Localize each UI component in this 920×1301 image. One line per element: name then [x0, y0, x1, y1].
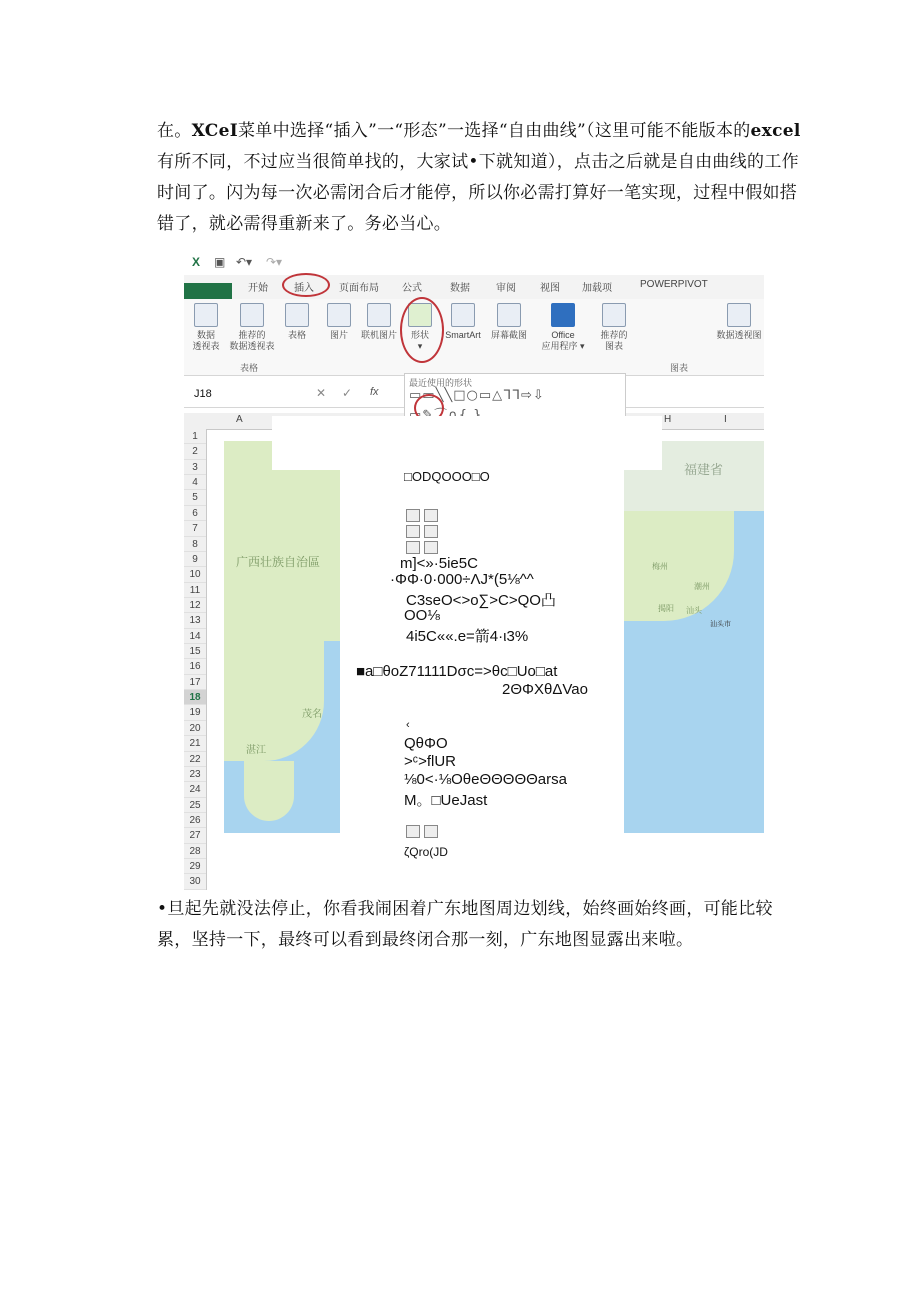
online-picture-button[interactable] [356, 303, 402, 341]
row-headers [184, 429, 207, 890]
recommended-pivot-icon [240, 303, 264, 327]
row-header[interactable]: 28 [184, 844, 206, 859]
row-header[interactable]: 18 [184, 690, 206, 705]
garbled-text-line: OO⅛ [404, 607, 440, 624]
tab-insert[interactable]: 插入 [294, 283, 314, 294]
picture-icon [327, 303, 351, 327]
button-label: 数据透视表 [229, 341, 275, 351]
land-guangdong-east [624, 511, 734, 621]
function-icon[interactable]: fx [370, 386, 379, 398]
land-peninsula [244, 761, 294, 821]
row-header[interactable]: 2 [184, 444, 206, 459]
office-apps-button[interactable] [536, 303, 590, 352]
row-header[interactable]: 20 [184, 721, 206, 736]
blank-overlay [272, 416, 662, 470]
garbled-text-line: ·ΦΦ·0·000÷ΛJ*(5⅛^^ [390, 571, 534, 588]
button-label: 形状 [410, 330, 429, 340]
button-label: 数据 [196, 330, 215, 340]
confirm-icon[interactable]: ✓ [342, 386, 353, 400]
row-header[interactable]: 10 [184, 567, 206, 582]
row-header[interactable]: 24 [184, 782, 206, 797]
row-header[interactable]: 12 [184, 598, 206, 613]
gallery-header: 最近使用的形状 [409, 378, 473, 388]
excel-screenshot [184, 253, 764, 890]
garbled-text-line: M。□UeJast [404, 792, 488, 809]
shape-icon[interactable] [406, 525, 420, 538]
shape-icon[interactable] [406, 509, 420, 522]
button-label: 表格 [287, 330, 306, 340]
map-label-maoming: 茂名 [302, 709, 322, 720]
map-label-chaozhou: 潮州 [694, 582, 710, 591]
row-header[interactable]: 22 [184, 752, 206, 767]
tab-home[interactable]: 开始 [248, 283, 268, 294]
file-tab[interactable] [184, 283, 232, 299]
land-southwest [224, 641, 324, 761]
row-header[interactable]: 21 [184, 736, 206, 751]
tab-review[interactable]: 审阅 [496, 283, 516, 294]
button-label: 图片 [329, 330, 348, 340]
button-label: 推荐的 [238, 330, 266, 340]
button-label: ▾ [417, 341, 423, 351]
row-header[interactable]: 3 [184, 460, 206, 475]
text-fragment: 在。 [157, 121, 192, 141]
row-header[interactable]: 6 [184, 506, 206, 521]
row-header[interactable]: 26 [184, 813, 206, 828]
row-header[interactable]: 11 [184, 583, 206, 598]
button-label: SmartArt [445, 330, 481, 340]
tab-page-layout[interactable]: 页面布局 [339, 283, 379, 294]
recent-shapes-row[interactable]: ▭▭╲╲□○▭△ᒣᒣ⇨⇩ [409, 388, 545, 403]
row-header[interactable]: 1 [184, 429, 206, 444]
garbled-text-line: 2ΘΦXθΔVao [502, 681, 588, 698]
quick-access-toolbar [184, 253, 764, 275]
map-label-jieyang: 揭阳 [658, 604, 674, 613]
pivot-table-button[interactable] [188, 303, 224, 352]
ribbon-tabs [184, 275, 764, 300]
shape-icon[interactable] [424, 509, 438, 522]
row-header[interactable]: 9 [184, 552, 206, 567]
tab-view[interactable]: 视图 [540, 283, 560, 294]
text-fragment: 菜单中选择“插入”一“形态”一选择“自由曲线”（这里可能不能版本的 [238, 121, 751, 141]
row-header[interactable]: 29 [184, 859, 206, 874]
callout-shape-icon[interactable] [406, 825, 420, 838]
map-label-fujian: 福建省 [684, 463, 724, 478]
garbled-text-line: □ODQOOO□O [404, 469, 490, 484]
group-label-charts: 图表 [670, 363, 689, 373]
row-header[interactable]: 17 [184, 675, 206, 690]
text-fragment: 有所不同，不过应当很简单找的，大家试•下就知道），点击之后就是自由曲线的工作时间了。闪为每一次必需闭合后才能停，所以你必需打算好一笔实现，过程中假如搭错了，就必需得重新来了。务必当心。 [157, 152, 799, 234]
table-button[interactable] [280, 303, 314, 341]
office-icon [551, 303, 575, 327]
garbled-text-line: ■a□θoZ71111Dσc=>θc□Uo□at [356, 663, 558, 680]
cancel-icon[interactable]: ✕ [316, 386, 327, 400]
recommended-pivot-button[interactable] [224, 303, 280, 352]
camera-icon [497, 303, 521, 327]
map-label-zhanjiang: 湛江 [246, 745, 266, 756]
redo-icon: ↷▾ [266, 255, 283, 269]
garbled-text-line: C3seO<>o∑>C>QO凸 [406, 592, 556, 609]
button-label: 联机图片 [360, 330, 397, 340]
row-header[interactable]: 19 [184, 705, 206, 720]
row-header[interactable]: 8 [184, 537, 206, 552]
row-header[interactable]: 5 [184, 490, 206, 505]
row-header[interactable]: 27 [184, 828, 206, 843]
text-bold-xcel: XCeI [191, 121, 238, 141]
highlight-shapes-button [400, 297, 444, 363]
recommended-charts-button[interactable] [596, 303, 632, 352]
smartart-icon [451, 303, 475, 327]
button-label: 数据透视图 [716, 330, 762, 340]
shape-icon[interactable] [424, 541, 438, 554]
column-header-a[interactable]: A [236, 414, 243, 425]
garbled-text-line: m]<»·5ie5C [400, 555, 478, 572]
callout-shape-icon[interactable] [424, 825, 438, 838]
pivot-chart-icon [727, 303, 751, 327]
smartart-button[interactable] [440, 303, 486, 341]
button-label: 推荐的 [600, 330, 628, 340]
row-header[interactable]: 30 [184, 874, 206, 889]
picture-button[interactable] [322, 303, 356, 341]
row-header[interactable]: 15 [184, 644, 206, 659]
map-right-part [624, 441, 764, 833]
row-header[interactable]: 13 [184, 613, 206, 628]
row-header[interactable]: 4 [184, 475, 206, 490]
button-label: 屏幕截图 [490, 330, 527, 340]
map-label-guangxi: 广西壮族自治區 [236, 555, 321, 569]
row-header[interactable]: 25 [184, 798, 206, 813]
ribbon [184, 299, 764, 376]
button-label: 透视表 [192, 341, 220, 351]
table-icon [285, 303, 309, 327]
highlight-insert-tab [282, 273, 330, 297]
online-picture-icon [367, 303, 391, 327]
undo-icon: ↶▾ [236, 255, 253, 269]
chart-icon [602, 303, 626, 327]
garbled-text-line: QθΦO [404, 735, 448, 752]
garbled-text-line: ‹ [406, 719, 410, 731]
shape-icon[interactable] [406, 541, 420, 554]
tab-addins[interactable]: 加载项 [582, 283, 612, 294]
map-left-part [224, 441, 352, 833]
save-icon: ▣ [214, 255, 226, 269]
column-header-i[interactable]: I [724, 414, 727, 425]
row-header[interactable]: 14 [184, 629, 206, 644]
pivot-chart-button[interactable] [714, 303, 764, 341]
shape-icon[interactable] [424, 525, 438, 538]
excel-logo-icon: X [192, 255, 201, 269]
map-label-meizhou: 梅州 [652, 562, 668, 571]
garbled-text-line: 4i5C««.e=箭4·ι3% [406, 628, 529, 645]
map-label-shantou: 汕头 [686, 606, 702, 615]
garbled-text-line: ⅛0<·⅛OθeΘΘΘΘΘarsa [404, 771, 567, 788]
button-label: Office [551, 330, 575, 340]
map-label-shantou-city: 汕头市 [710, 620, 731, 628]
paragraph-conclusion: •旦起先就没法停止，你看我闹困着广东地图周边划线，始终画始终画，可能比较累，坚持一下，最终可以看到最终闭合那一刻，广东地图显露出来啦。 [157, 899, 773, 950]
tab-powerpivot[interactable]: POWERPIVOT [640, 279, 708, 290]
row-header[interactable]: 23 [184, 767, 206, 782]
group-label-tables: 表格 [240, 363, 259, 373]
tab-formulas[interactable]: 公式 [402, 283, 422, 294]
row-header[interactable]: 16 [184, 659, 206, 674]
pivot-table-icon [194, 303, 218, 327]
button-label: 应用程序 ▾ [541, 341, 585, 351]
tab-data[interactable]: 数据 [450, 283, 470, 294]
name-box[interactable]: J18 [194, 388, 212, 400]
text-bold-excel: excel [750, 121, 801, 141]
land-guangxi [224, 441, 352, 641]
garbled-text-line: >ᶜ>flUR [404, 753, 456, 770]
garbled-text-line: ζQro(JD [404, 845, 448, 859]
screenshot-button[interactable] [486, 303, 532, 341]
row-header[interactable]: 7 [184, 521, 206, 536]
button-label: 图表 [604, 341, 623, 351]
paragraph-intro [157, 116, 807, 240]
column-header-h[interactable]: H [664, 414, 672, 425]
